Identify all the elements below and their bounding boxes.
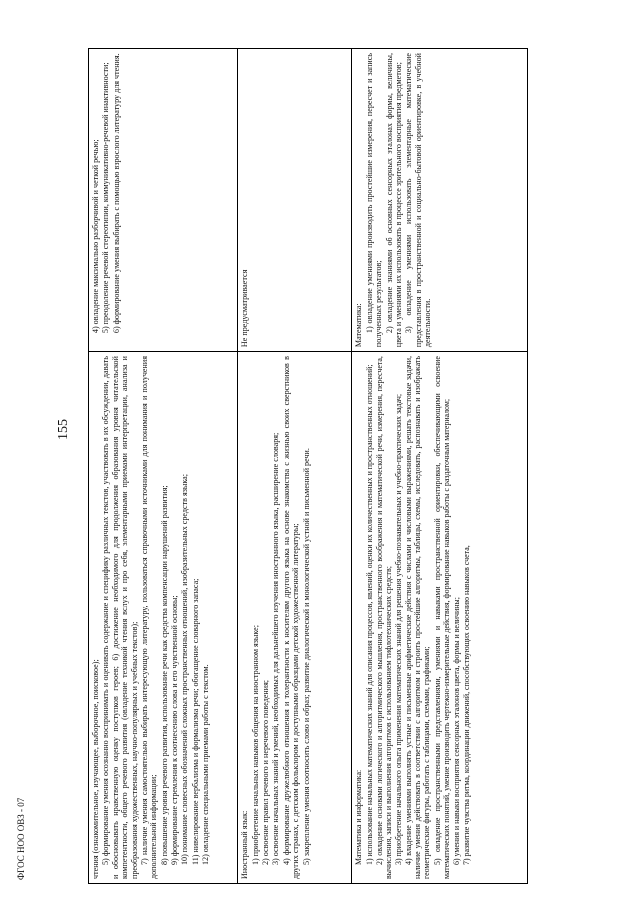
foreign-language-line: 5) закрепление умения соотносить слово и образ; развитие диалогической и монологической устной и письменной речи. xyxy=(301,448,311,865)
math-left-cell xyxy=(352,352,528,884)
reading-left-line: 7) наличие умения самостоятельно выбирать интересующую литературу, пользоваться справочными источниками для понимания и получения дополнительной информации; xyxy=(139,356,159,879)
reading-left-line: 9) формирование стремления к соотнесению слова и его чувственной основы; xyxy=(170,595,179,865)
reading-left-line: 11) нивелирование вербализма и формализма речи; обогащение словарного запаса; xyxy=(190,578,200,865)
foreign-language-line: 4) формирование дружелюбного отношения и толерантности к носителям другого языка на основе знакомства с жизнью своих сверстников в других странах, с детским фольклором и доступными образцами детской художественной литературы; xyxy=(281,356,301,879)
math-right-line: 1) овладение умениями производить простейшие измерения, пересчет и запись полученных результатов; xyxy=(364,53,384,348)
foreign-language-right-cell xyxy=(238,49,352,352)
math-left-line: 5) овладение пространственными представлениями, умениями и навыками пространственной ориентировки, обеспечивающими освоение математических понятий, умение производить чертежно-измерительные действия, формирование навыков работы с раздаточным материалом; xyxy=(432,356,451,879)
math-left-line: 2) овладение основами логического и алгоритмического мышления, пространственного воображения и математической речи, измерения, пересчета, вычисления, записи и выполнения алгоритмов с использованием тифлотехнических средств; xyxy=(374,356,393,879)
standards-table xyxy=(88,48,528,884)
math-left-line: 6) умения и навыки восприятия сенсорных эталонов цвета, формы и величины; xyxy=(451,597,461,865)
foreign-language-right-text: Не предусматривается xyxy=(240,269,250,348)
table-row-foreign-language xyxy=(238,49,352,884)
reading-left-cell xyxy=(89,352,238,884)
math-left-line: 7) развитие чувства ритма, координации движений, способствующих освоению навыков счета, xyxy=(462,545,472,865)
reading-left-line: 12) овладение специальными приемами работы с текстом. xyxy=(201,664,211,865)
math-left-line: 4) владение умениями выполнять устные и письменные арифметические действия с числами и числовыми выражениями, решать текстовые задачи, наличие умения действовать в соответствии с алгоритмом и строить простейшие алгоритмы, таблицы, схемы, исследовать, распознавать и изображать геометрические фигуры, работать с таблицами, схемами, графиками; xyxy=(404,356,432,879)
math-left-line: 3) приобретение начального опыта применения математических знаний для решения учебно-познавательных и учебно-практических задач; xyxy=(394,393,403,865)
foreign-language-line: 2) освоение правил речевого и неречевого поведения; xyxy=(261,679,270,865)
math-left-line: 1) использование начальных математических знаний для описания процессов, явлений, оценки их количественных и пространственных отношений; xyxy=(364,364,374,865)
page-number: 155 xyxy=(56,419,71,440)
math-left-title: Математика и информатика: xyxy=(354,769,364,865)
reading-right-line: 6) формирование умения выбирать с помощью взрослого литературу для чтения. xyxy=(111,53,121,334)
reading-right-cell xyxy=(89,49,238,352)
reading-left-line: 8) повышение уровня речевого развития, использование речи как средства компенсации нарушений развития; xyxy=(159,485,169,865)
foreign-language-left-cell xyxy=(238,352,352,884)
math-right-title: Математика: xyxy=(354,303,364,348)
table-row-reading xyxy=(89,49,238,884)
reading-left-line: 5) формирование умения осознанно воспринимать и оценивать содержание и специфику различных текстов, участвовать в их обсуждении, давать и обосновывать нравственную оценку поступков героев; 6) достижение необходимого для продолжения образования уровня читательской компетентности, общего речевого развития (овладение техникой чтения вслух и про себя, элементарными приемами интерпретации, анализа и преобразования художественных, научно-популярных и учебных текстов); xyxy=(101,356,139,879)
footer-code: ФГОС НОО ОВЗ - 07 xyxy=(16,797,26,880)
math-right-line: 3) овладение умениями использовать элементарные математические представления в пространственной и социально-бытовой ориентировке, в учебной деятельности. xyxy=(404,53,432,348)
foreign-language-line: 1) приобретение начальных навыков общения на иностранном языке; xyxy=(250,625,260,865)
table-row-math xyxy=(352,49,528,884)
reading-right-line: 5) преодоление речевой стереотипии, коммуникативно-речевой инактивности; xyxy=(101,62,111,334)
reading-right-line: 4) овладение максимально разборчивой и четкой речью; xyxy=(91,139,100,334)
foreign-language-line: 3) освоение начальных знаний и умений, необходимых для дальнейшего изучения иностранного языка, расширение словаря; xyxy=(271,432,281,865)
math-right-cell xyxy=(352,49,528,352)
rotated-table-area xyxy=(88,48,528,884)
foreign-language-title: Иностранный язык: xyxy=(240,810,250,879)
math-right-line: 2) овладение знаниями об основных сенсорных эталонах формы, величины, цвета и умениями их использовать в процессе зрительного восприятия предметов; xyxy=(384,53,403,348)
reading-left-line: 10) понимание словесных обозначений сложных пространственных отношений, изобразительных средств языка; xyxy=(180,473,190,865)
reading-left-line: чтения (ознакомительное, изучающее, выборочное, поисковое); xyxy=(91,659,100,879)
